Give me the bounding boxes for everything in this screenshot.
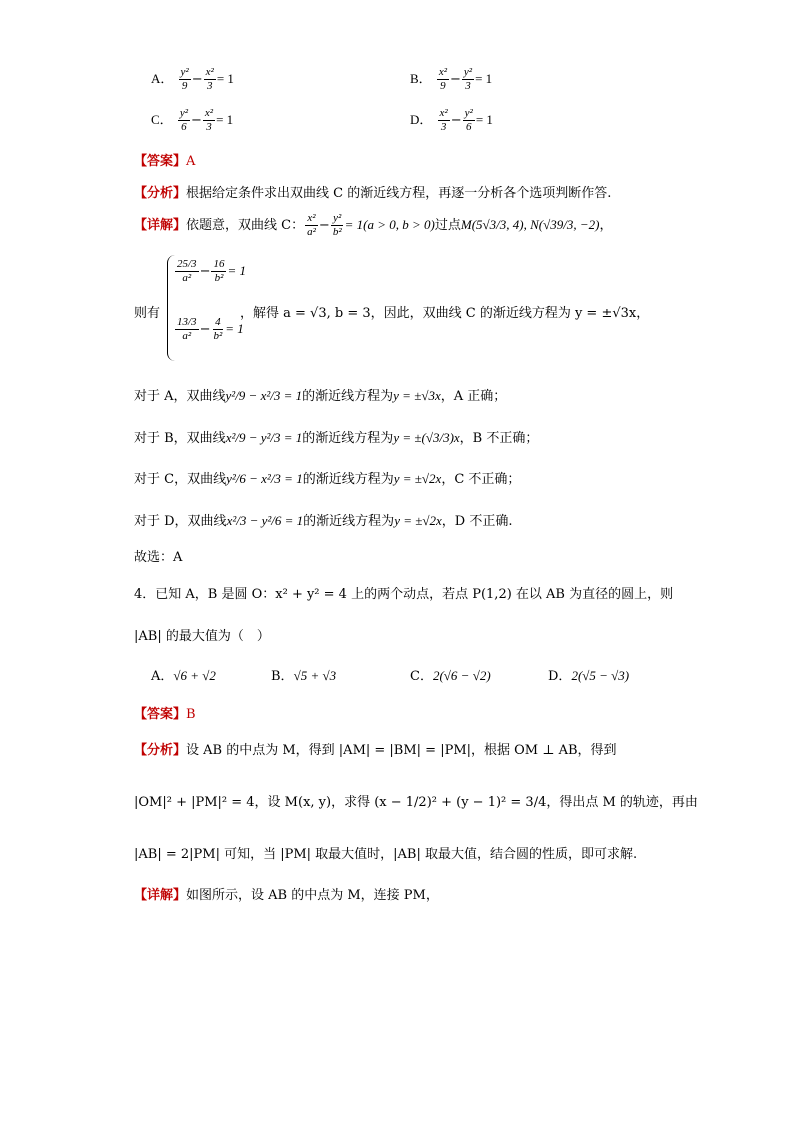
q4-analysis-1: 【分析】设 AB 的中点为 M，得到 |AM| = |BM| = |PM|，根据 OM ⊥ AB，得到 <box>134 743 617 758</box>
option-b-prev: B． $\frac{\text{x²}}{9}$ − $\frac{\text{y²}}{3}$ = 1 <box>410 66 493 92</box>
check-a: 对于 A，双曲线y²/9 − x²/3 = 1的渐近线方程为y = ±√3x，A 正确； <box>134 388 507 404</box>
option-label: B． <box>410 71 432 86</box>
q4-option-c: C．2(√6 − √2) <box>410 668 491 684</box>
system-eq1: $\frac{25/3}{\text{a²}}$ − $\frac{16}{\text{b²}}$ = 1 <box>177 258 246 284</box>
system-prefix: 则有 <box>134 306 161 321</box>
check-d: 对于 D，双曲线x²/3 − y²/6 = 1的渐近线方程为y = ±√2x，D 不正确. <box>134 513 513 529</box>
q4-option-a: A．√6 + √2 <box>151 668 216 684</box>
check-b: 对于 B，双曲线x²/9 − y²/3 = 1的渐近线方程为y = ±(√3/3)x，B 不正确； <box>134 430 539 446</box>
q4-answer: 【答案】B <box>134 707 196 722</box>
q4-stem-line1: 4．已知 A，B 是圆 O：x² + y² = 4 上的两个动点，若点 P(1,2) 在以 AB 为直径的圆上，则 <box>134 587 674 602</box>
option-c-prev: C． $\frac{\text{y²}}{6}$ − $\frac{\text{x²}}{3}$ = 1 <box>151 107 234 133</box>
q4-option-b: B．√5 + √3 <box>271 668 337 684</box>
q3-answer: 【答案】A <box>134 154 196 169</box>
q4-option-d: D．2(√5 − √3) <box>548 668 630 684</box>
q4-detail: 【详解】如图所示，设 AB 的中点为 M，连接 PM， <box>134 888 439 903</box>
option-a-prev: A． $\frac{\text{y²}}{9}$ − $\frac{\text{x²}}{3}$ = 1 <box>151 66 234 92</box>
option-label: C． <box>151 112 173 127</box>
option-d-prev: D． $\frac{\text{x²}}{3}$ − $\frac{\text{y²}}{6}$ = 1 <box>410 107 493 133</box>
option-label: D． <box>410 112 433 127</box>
q4-analysis-2: |OM|² + |PM|² = 4，设 M(x, y)，求得 (x − 1/2)² + (y − 1)² = 3/4，得出点 M 的轨迹，再由 <box>134 795 698 810</box>
solve-text: ，解得 a = √3, b = 3，因此，双曲线 C 的渐近线方程为 y = ±√3x， <box>240 306 650 321</box>
check-c: 对于 C，双曲线y²/6 − x²/3 = 1的渐近线方程为y = ±√2x，C 不正确； <box>134 471 521 487</box>
q3-detail: 【详解】依题意，双曲线 C： $\frac{\text{x²}}{\text{a²}}$ − $\frac{\text{y²}}{\text{b²}}$ = 1(a > 0, b > 0)过点M(5√3/3, 4), N(√39/3, −2)， <box>134 212 613 238</box>
q3-analysis: 【分析】根据给定条件求出双曲线 C 的渐近线方程，再逐一分析各个选项判断作答. <box>134 186 612 201</box>
q3-choice: 故选：A <box>134 550 183 565</box>
system-eq2: $\frac{13/3}{\text{a²}}$ − $\frac{4}{\text{b²}}$ = 1 <box>177 316 244 342</box>
q4-stem-line2: |AB| 的最大值为（ ） <box>134 629 270 644</box>
q4-analysis-3: |AB| = 2|PM| 可知，当 |PM| 取最大值时，|AB| 取最大值，结合圆的性质，即可求解. <box>134 847 638 862</box>
option-label: A． <box>151 71 174 86</box>
